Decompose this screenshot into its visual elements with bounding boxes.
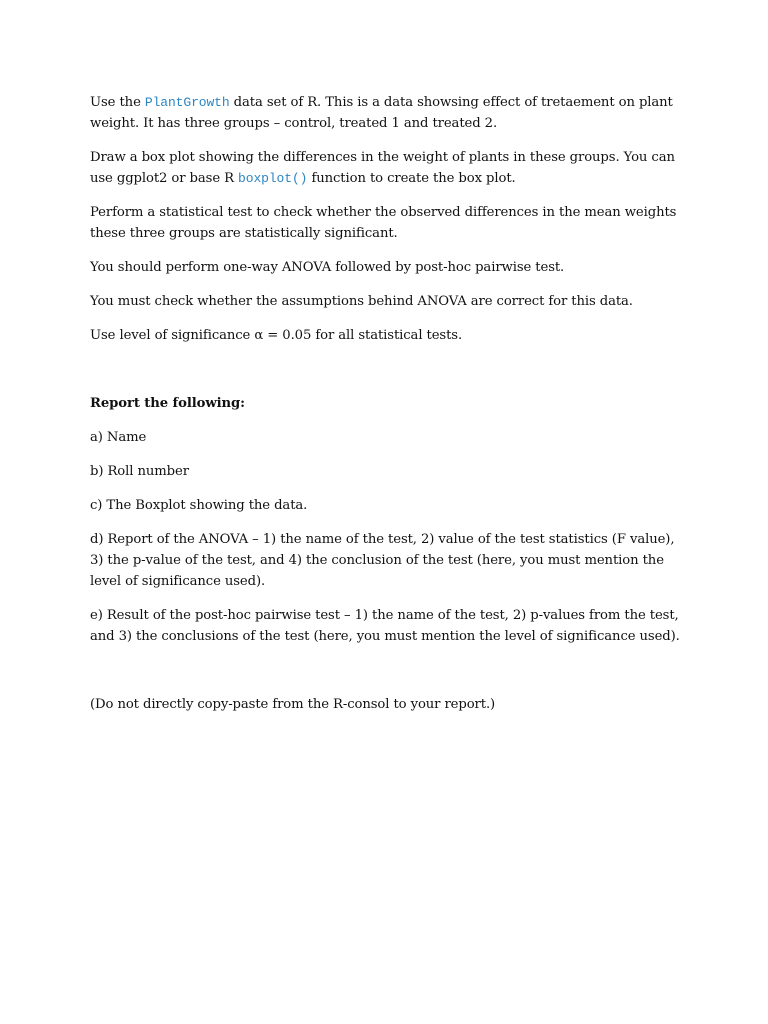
copy-paste-note: (Do not directly copy-paste from the R-consol to your report.)	[90, 697, 496, 712]
report-item-boxplot: c) The Boxplot showing the data.	[90, 498, 308, 513]
intro-text: Use the	[90, 95, 145, 110]
report-heading-text: Report the following:	[90, 396, 245, 411]
intro-text: data set of R. This is a data showsing effect of tretaement on plant weight. It has three groups – control, treated 1 and treated 2.	[90, 95, 673, 131]
report-heading	[90, 393, 680, 414]
boxplot-function-code: boxplot()	[238, 171, 308, 186]
report-item-roll-number: b) Roll number	[90, 464, 189, 479]
intro-paragraph-dataset	[90, 92, 680, 134]
assumptions-paragraph: You must check whether the assumptions behind ANOVA are correct for this data.	[90, 294, 633, 309]
boxplot-instruction-paragraph	[90, 147, 680, 189]
report-item-anova: d) Report of the ANOVA – 1) the name of the test, 2) value of the test statistics (F value), 3) the p-value of the test, and 4) the conclusion of the test (here, you must mention the level of significance used).	[90, 532, 675, 589]
instruction-text: Draw a box plot showing the differences in the weight of plants in these groups. You can use ggplot2 or base R	[90, 150, 675, 186]
instruction-text: function to create the box plot.	[307, 171, 516, 186]
dataset-name-code: PlantGrowth	[144, 95, 230, 110]
significance-level-paragraph: Use level of significance α = 0.05 for all statistical tests.	[90, 328, 463, 343]
report-item-name: a) Name	[90, 430, 147, 445]
report-item-posthoc: e) Result of the post-hoc pairwise test – 1) the name of the test, 2) p-values from the test, and 3) the conclusions of the test (here, you must mention the level of significance used).	[90, 608, 680, 644]
statistical-test-paragraph: Perform a statistical test to check whether the observed differences in the mean weights these three groups are statistically significant.	[90, 205, 677, 241]
anova-instruction-paragraph: You should perform one-way ANOVA followed by post-hoc pairwise test.	[90, 260, 565, 275]
spacer	[90, 660, 680, 694]
spacer	[90, 359, 680, 393]
document-page	[90, 92, 680, 728]
